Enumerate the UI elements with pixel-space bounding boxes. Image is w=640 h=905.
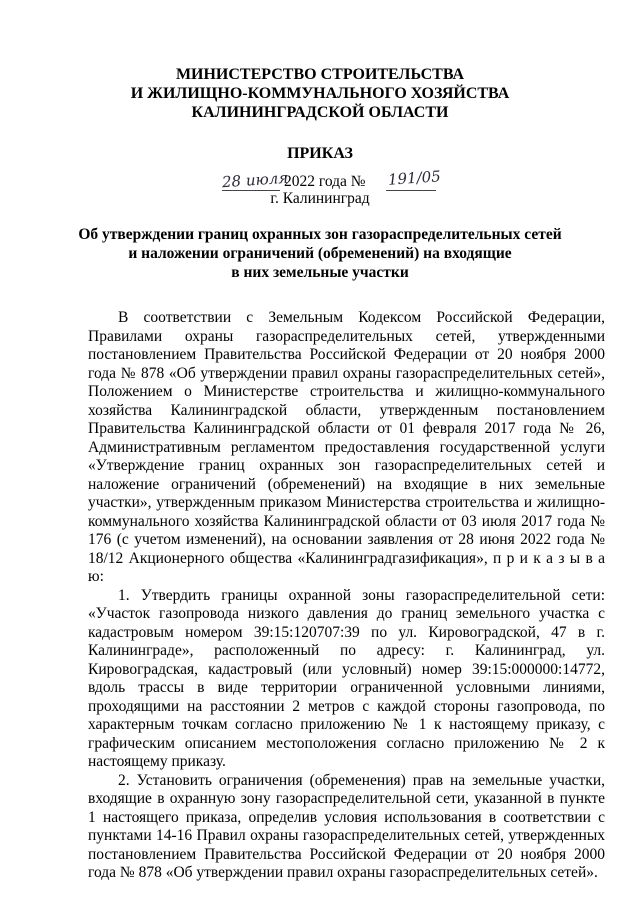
year-text: 2022 года № — [284, 173, 366, 190]
intro-paragraph: В соответствии с Земельным Кодексом Российской Федерации, Правилами охраны газораспределительных сетей, утвержденными постановлением Правительства Российской Федерации от 20 ноября 2000 года № 878 «Об утверждении правил охраны газораспределительных сетей», Положением о Министерстве строительства и жилищно-коммунального хозяйства Калининградской области, утвержденным постановлением Правительства Калининградской области от 01 февраля 2017 года № 26, Административным регламентом предоставления государственной услуги «Утверждение границ охранных зон газораспределительных сетей и наложение ограничений (обременений) на входящие в них земельные участки», утвержденным приказом Министерства строительства и жилищно-коммунального хозяйства Калининградской области от 03 июля 2017 года № 176 (с учетом изменений), на основании заявления от 28 июня 2022 года № 18/12 Акционерного общества «Калининградгазификация», п р и к а з ы в а ю: — [88, 309, 605, 585]
ministry-name-line-1: МИНИСТЕРСТВО СТРОИТЕЛЬСТВА — [175, 66, 465, 83]
item-2-paragraph: 2. Установить ограничения (обременения) прав на земельные участки, входящие в охранную зону газораспределительной сети, указанной в пункте 1 настоящего приказа, определив условия использования в соответствии с пунктами 14-16 Правил охраны газораспределительных сетей, утвержденных постановлением Правительства Российской Федерации от 20 ноября 2000 года № 878 «Об утверждении правил охраны газораспределительных сетей». — [88, 771, 605, 881]
ministry-name-line-2: И ЖИЛИЩНО-КОММУНАЛЬНОГО ХОЗЯЙСТВА — [130, 85, 510, 102]
item-1-paragraph: 1. Утвердить границы охранной зоны газораспределительной сети: «Участок газопровода низкого давления до границ земельного участка с кадастровым номером 39:15:120707:39 по ул. Кировоградской, 47 в г. Калининграде», расположенный по адресу: г. Калининград, ул. Кировоградская, кадастровый (или условный) номер 39:15:000000:14772, вдоль трассы в виде территории ограниченной условными линиями, проходящими на расстоянии 2 метров с каждой стороны газопровода, по характерным точкам согласно приложению № 1 к настоящему приказу, с графическим описанием местоположения согласно приложению № 2 к настоящему приказу. — [88, 586, 605, 770]
ministry-name-line-3: КАЛИНИНГРАДСКОЙ ОБЛАСТИ — [191, 104, 449, 121]
handwritten-order-number: 191/05 — [387, 167, 442, 189]
handwritten-date: 28 июля — [221, 168, 289, 192]
city: г. Калининград — [270, 190, 370, 207]
subject-line-3: в них земельные участки — [231, 264, 409, 281]
document-body — [88, 309, 605, 883]
subject-line-2: и наложении ограничений (обременений) на входящие — [128, 245, 512, 262]
order-title: ПРИКАЗ — [287, 145, 353, 162]
subject-line-1: Об утверждении границ охранных зон газораспределительных сетей — [78, 226, 562, 243]
